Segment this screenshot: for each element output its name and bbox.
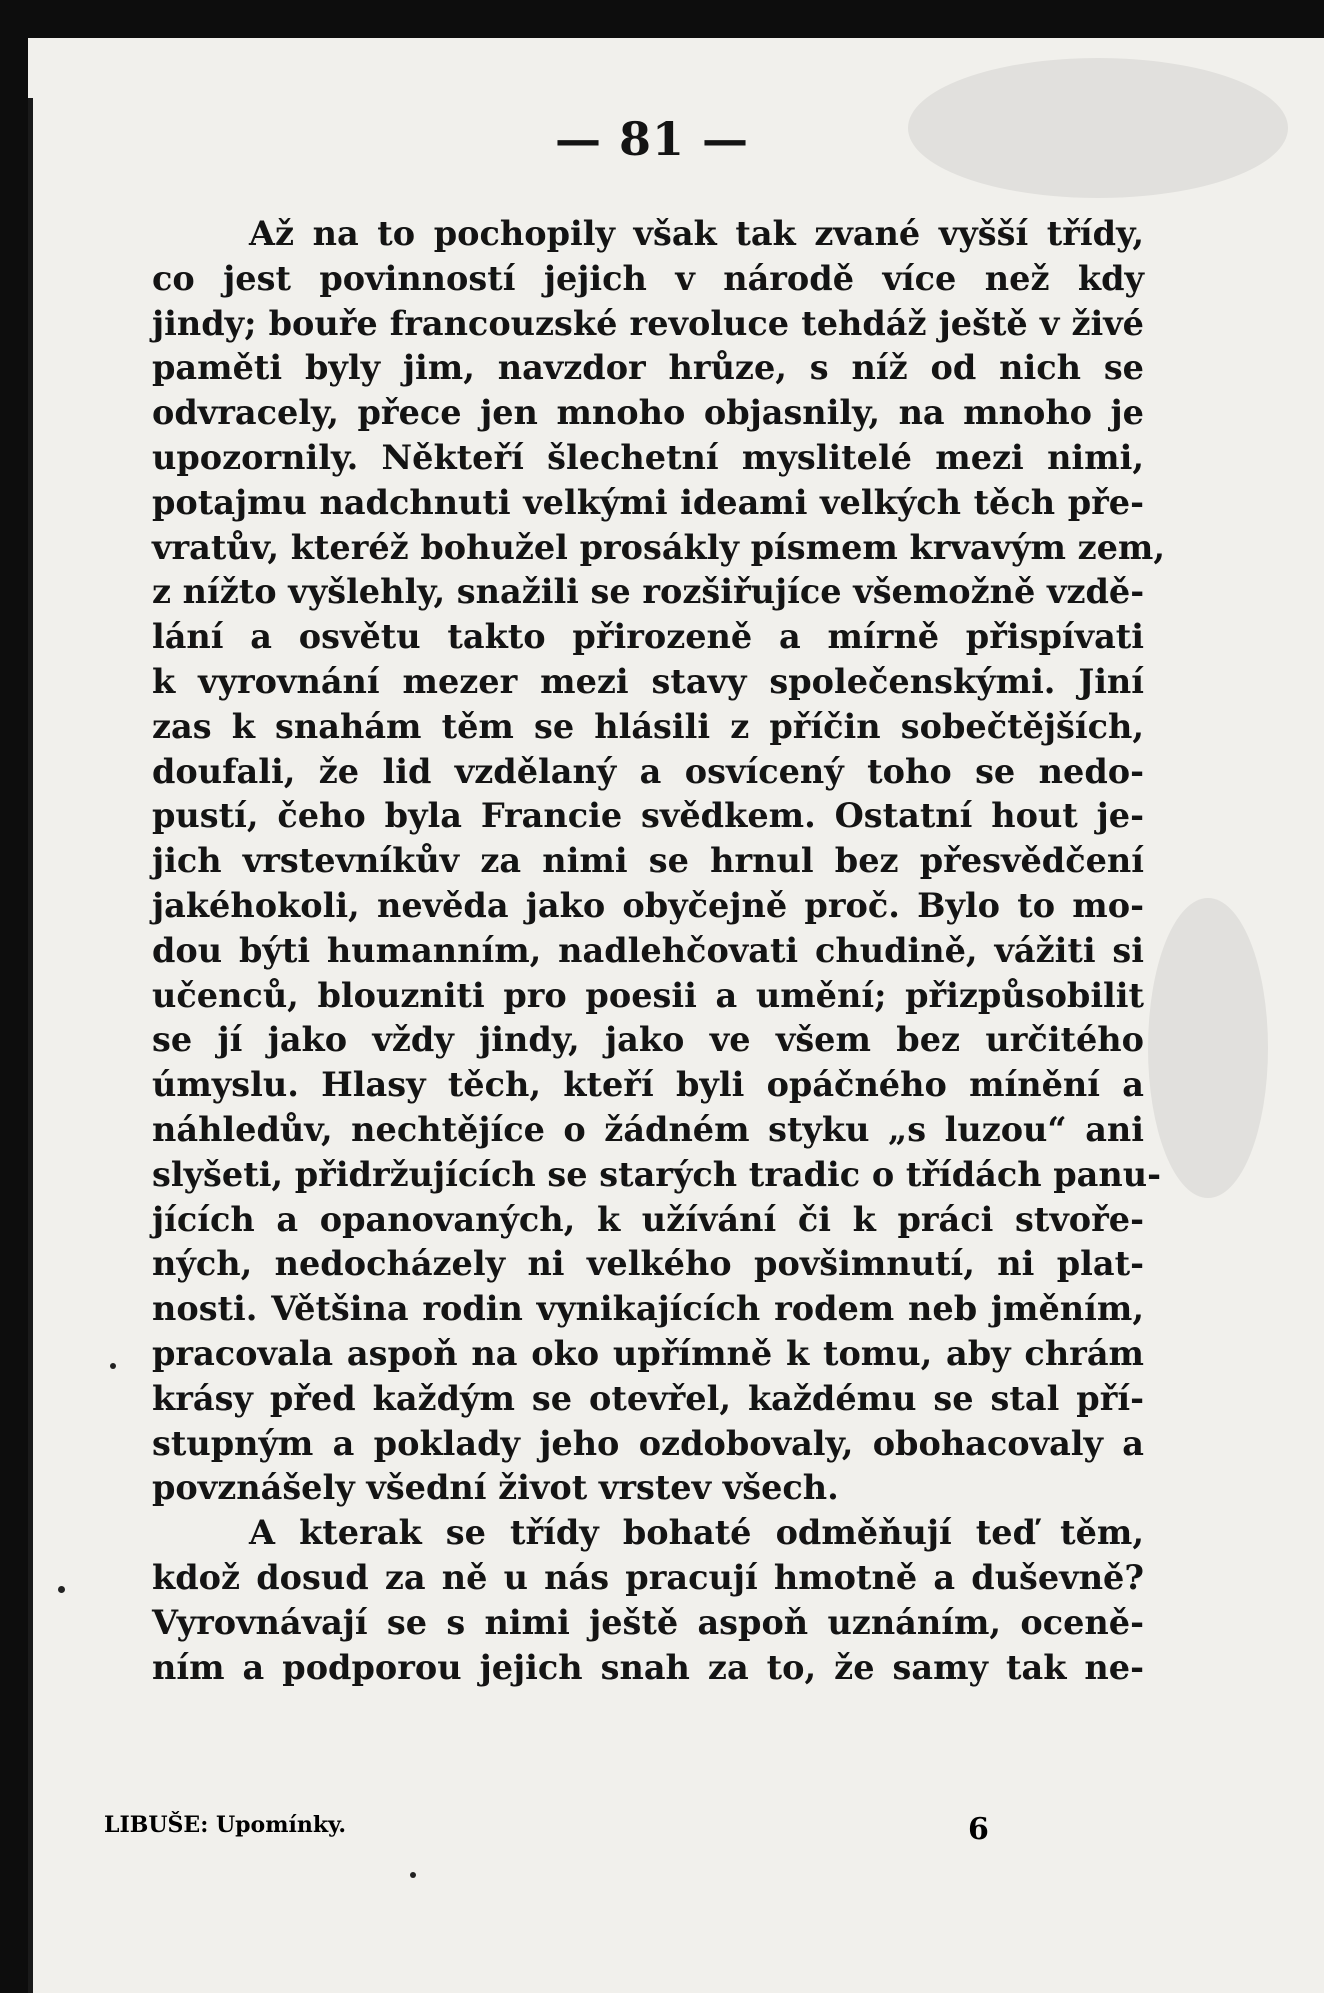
text-line: slyšeti, přidržujících se starých tradic o třídách panu- <box>152 1154 1161 1194</box>
scan-speck <box>58 1586 65 1593</box>
text-line: krásy před každým se otevřel, každému se stal pří- <box>152 1378 1144 1418</box>
text-line: učenců, blouzniti pro poesii a umění; přizpůsobilit <box>152 975 1144 1015</box>
text-line: náhledův, nechtějíce o žádném styku „s luzou“ ani <box>152 1109 1144 1149</box>
text-line: lání a osvětu takto přirozeně a mírně přispívati <box>152 617 1144 657</box>
text-line: stupným a poklady jeho ozdobovaly, obohacovaly a <box>152 1423 1144 1463</box>
text-line: jindy; bouře francouzské revoluce tehdáž ještě v živé <box>152 303 1144 343</box>
scan-smudge <box>1148 898 1268 1198</box>
text-line: A kterak se třídy bohaté odměňují teď těm, <box>249 1513 1144 1553</box>
text-line: paměti byly jim, navzdor hrůze, s níž od nich se <box>152 348 1144 388</box>
sheet-signature-mark: 6 <box>968 1812 989 1847</box>
text-line: dou býti humanním, nadlehčovati chudině, vážiti si <box>152 930 1144 970</box>
text-line: jich vrstevníkův za nimi se hrnul bez přesvědčení <box>152 841 1144 881</box>
text-line: jakéhokoli, nevěda jako obyčejně proč. Bylo to mo- <box>152 885 1144 925</box>
paragraph <box>152 1511 1144 1690</box>
body-text <box>152 212 1166 1690</box>
text-line: ných, nedocházely ni velkého povšimnutí, ni plat- <box>152 1244 1144 1284</box>
text-line: se jí jako vždy jindy, jako ve všem bez určitého <box>152 1020 1144 1060</box>
text-line: potajmu nadchnuti velkými ideami velkých těch pře- <box>152 482 1144 522</box>
text-line: nosti. Většina rodin vynikajících rodem neb jměním, <box>152 1289 1144 1329</box>
text-line: zas k snahám těm se hlásili z příčin sobečtějších, <box>152 706 1144 746</box>
text-line: ním a podporou jejich snah za to, že samy tak ne- <box>152 1647 1144 1687</box>
text-line: doufali, že lid vzdělaný a osvícený toho se nedo- <box>152 751 1144 791</box>
text-line: pustí, čeho byla Francie svědkem. Ostatní hout je- <box>152 796 1144 836</box>
text-line: co jest povinností jejich v národě více než kdy <box>152 258 1144 298</box>
scan-speck <box>110 1363 116 1369</box>
paragraph <box>152 212 1166 1511</box>
text-line: k vyrovnání mezer mezi stavy společenskými. Jiní <box>152 661 1144 701</box>
text-line: úmyslu. Hlasy těch, kteří byli opáčného mínění a <box>152 1065 1144 1105</box>
scan-speck <box>410 1872 416 1878</box>
text-line: kdož dosud za ně u nás pracují hmotně a duševně? <box>152 1557 1144 1597</box>
footer-signature: LIBUŠE: Upomínky. <box>104 1812 347 1838</box>
page-number: — 81 — <box>554 112 750 166</box>
text-line: z nížto vyšlehly, snažili se rozšiřujíce všemožně vzdě- <box>152 572 1145 612</box>
text-line: odvracely, přece jen mnoho objasnily, na mnoho je <box>152 393 1144 433</box>
text-line: povznášely všední život vrstev všech. <box>152 1468 839 1508</box>
text-line: Až na to pochopily však tak zvané vyšší třídy, <box>249 214 1144 253</box>
text-line: jících a opanovaných, k užívání či k práci stvoře- <box>152 1199 1144 1239</box>
text-line: pracovala aspoň na oko upřímně k tomu, aby chrám <box>152 1333 1144 1373</box>
scanned-page <box>28 38 1324 1993</box>
page-edge-shadow <box>28 98 33 1993</box>
text-line: upozornily. Někteří šlechetní myslitelé mezi nimi, <box>152 437 1144 477</box>
text-line: vratův, kteréž bohužel prosákly písmem krvavým zem, <box>152 527 1166 567</box>
text-line: Vyrovnávají se s nimi ještě aspoň uznáním, oceně- <box>152 1602 1144 1642</box>
